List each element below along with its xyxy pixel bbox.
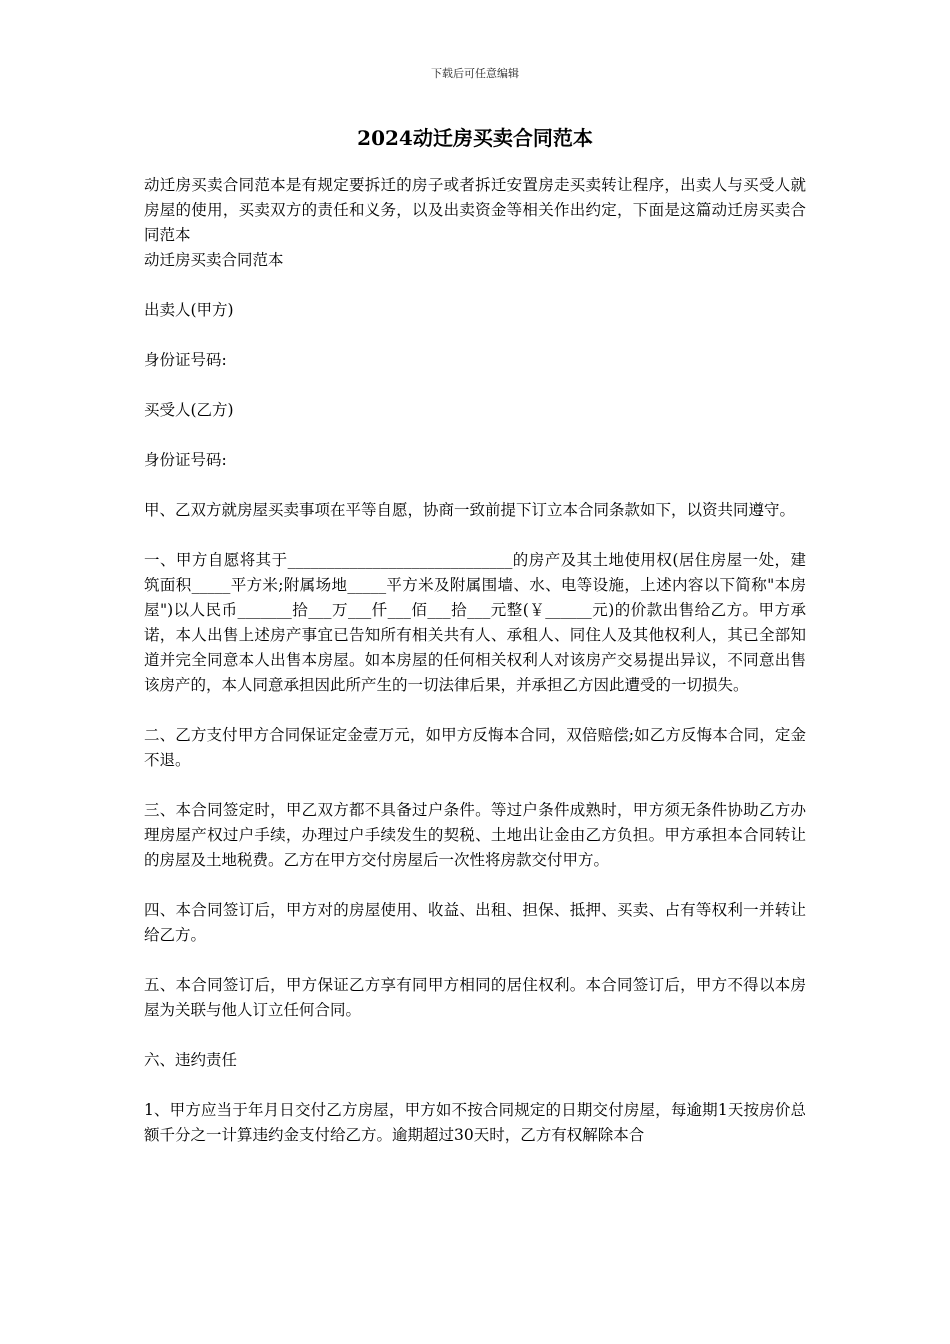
subtitle-line: 动迁房买卖合同范本 (144, 251, 284, 269)
intro-paragraph: 动迁房买卖合同范本是有规定要拆迁的房子或者拆迁安置房走买卖转让程序，出卖人与买受人就房屋的使用，买卖双方的责任和义务，以及出卖资金等相关作出约定，下面是这篇动迁房买卖合同范本 (144, 176, 806, 244)
clause-6-heading: 六、违约责任 (144, 1051, 238, 1069)
clause-5: 五、本合同签订后，甲方保证乙方享有同甲方相同的居住权利。本合同签订后，甲方不得以本房屋为关联与他人订立任何合同。 (144, 976, 806, 1019)
clause-6-item-1: 1、甲方应当于年月日交付乙方房屋，甲方如不按合同规定的日期交付房屋，每逾期1天按房价总额千分之一计算违约金支付给乙方。逾期超过30天时，乙方有权解除本合 (144, 1101, 806, 1144)
document-title: 2024动迁房买卖合同范本 (357, 126, 593, 150)
header-note: 下载后可任意编辑 (431, 67, 519, 80)
buyer-label: 买受人(乙方) (144, 401, 234, 419)
clause-3: 三、本合同签定时，甲乙双方都不具备过户条件。等过户条件成熟时，甲方须无条件协助乙方办理房屋产权过户手续，办理过户手续发生的契税、土地出让金由乙方负担。甲方承担本合同转让的房屋及土地税费。乙方在甲方交付房屋后一次性将房款交付甲方。 (144, 801, 806, 869)
agreement-preamble: 甲、乙双方就房屋买卖事项在平等自愿，协商一致前提下订立本合同条款如下，以资共同遵守。 (144, 501, 796, 519)
clause-1: 一、甲方自愿将其于_____________________________的房产及其土地使用权(居住房屋一处，建筑面积_____平方米;附属场地_____平方米及附属围墙、水、电等设施，上述内容以下简称"本房屋")以人民币_______拾___万___仟___佰___拾___元整(￥______元)的价款出售给乙方。甲方承诺，本人出售上述房产事宜已告知所有相关共有人、承租人、同住人及其他权利人，其已全部知道并完全同意本人出售本房屋。如本房屋的任何相关权利人对该房产交易提出异议，不同意出售该房产的，本人同意承担因此所产生的一切法律后果，并承担乙方因此遭受的一切损失。 (144, 551, 806, 694)
seller-id-label: 身份证号码: (144, 351, 227, 369)
clause-2: 二、乙方支付甲方合同保证定金壹万元，如甲方反悔本合同，双倍赔偿;如乙方反悔本合同，定金不退。 (144, 726, 806, 769)
seller-label: 出卖人(甲方) (144, 301, 234, 319)
buyer-id-label: 身份证号码: (144, 451, 227, 469)
clause-4: 四、本合同签订后，甲方对的房屋使用、收益、出租、担保、抵押、买卖、占有等权利一并转让给乙方。 (144, 901, 806, 944)
document-body (144, 173, 806, 1173)
